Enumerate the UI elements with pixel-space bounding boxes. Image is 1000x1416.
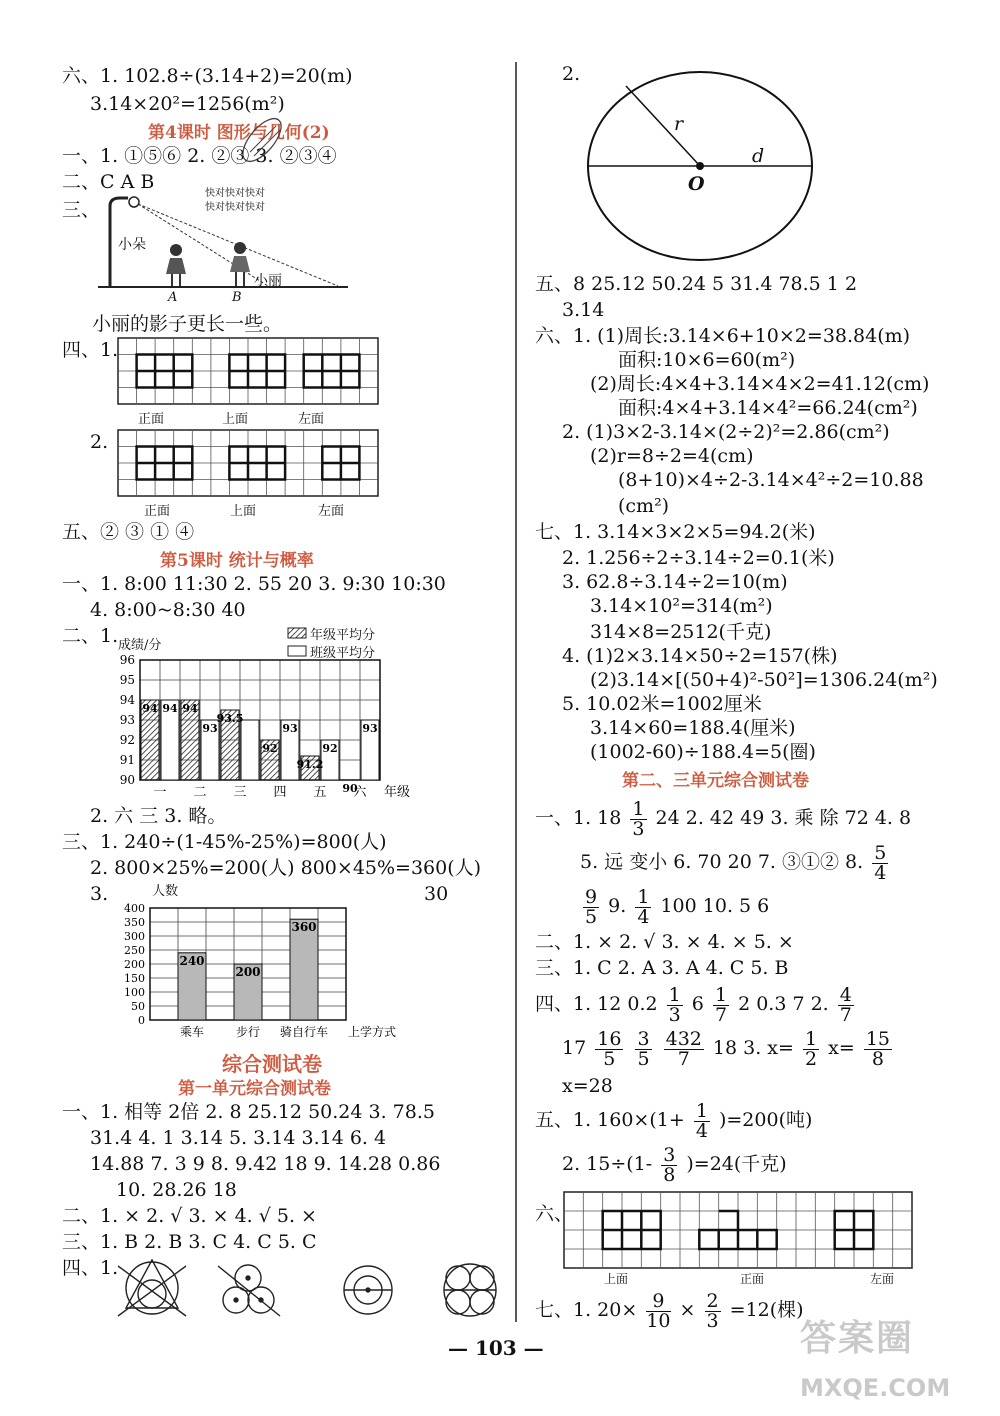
right-q7-3c: 314×8=2512(千克) xyxy=(590,621,772,643)
lesson4-q5: 五、② ③ ① ④ xyxy=(62,521,195,543)
y-tick-label: 95 xyxy=(119,673,135,687)
data-label: 200 xyxy=(235,965,261,979)
unit1-q1b: 31.4 4. 1 3.14 5. 3.14 3.14 6. 4 xyxy=(90,1127,387,1149)
x-tick-label: 骑自行车 xyxy=(279,1025,329,1039)
y-tick-label: 350 xyxy=(124,916,145,929)
y-tick-label: 91 xyxy=(119,753,135,767)
right-q5a: 五、8 25.12 50.24 5 31.4 78.5 1 2 xyxy=(535,273,858,295)
lesson5-q3b: 2. 800×25%=200(人) 800×45%=360(人) xyxy=(90,857,482,879)
unit23-q2: 二、1. × 2. √ 3. × 4. × 5. × xyxy=(535,931,794,953)
views-1-label-front: 正面 xyxy=(138,412,165,427)
right-q6-1a: 六、1. (1)周长:3.14×6+10×2=38.84(m) xyxy=(535,325,911,347)
fraction: $\frac{3}{8}$ xyxy=(663,1143,676,1186)
scene-note-1: 快对快对快对 xyxy=(205,188,265,199)
legend-label-class: 班级平均分 xyxy=(310,646,376,661)
right-q7-3b: 3.14×10²=314(m²) xyxy=(590,595,773,617)
scene-label-xiaoduo: 小朵 xyxy=(118,237,146,253)
right-q6-2b: (2)r=8÷2=4(cm) xyxy=(590,445,754,467)
section-title-lesson5: 第5课时 统计与概率 xyxy=(160,551,314,571)
scene-label-xiaoli: 小丽 xyxy=(254,273,282,289)
unit23-q7-1: 七、1. 20× $\frac{9}{10}$ × $\frac{2}{3}$ =12(棵) xyxy=(535,1289,804,1332)
circle-label-r: r xyxy=(674,113,684,135)
y-tick-label: 96 xyxy=(119,653,135,667)
x-tick-label: 六 xyxy=(353,785,367,800)
right-q7-5c: (1002-60)÷188.4=5(圈) xyxy=(590,741,816,763)
right-q7-4b: (2)3.14×[(50+4)²-50²]=1306.24(m²) xyxy=(590,669,938,691)
fraction: $\frac{1}{3}$ xyxy=(632,797,645,840)
data-label: 360 xyxy=(291,920,317,935)
fraction: $\frac{1}{7}$ xyxy=(714,983,728,1026)
x-tick-label: 乘车 xyxy=(179,1025,205,1039)
legend-swatch-grade xyxy=(288,628,306,638)
lesson4-q4-2-label: 2. xyxy=(90,431,109,453)
data-label: 92 xyxy=(322,742,338,755)
right-q2-label: 2. xyxy=(562,63,581,85)
unit23-q3: 三、1. C 2. A 3. A 4. C 5. B xyxy=(535,957,789,979)
chart1-ylabel: 成绩/分 xyxy=(118,638,162,653)
x-tick-label: 步行 xyxy=(235,1025,261,1039)
data-label: 93 xyxy=(362,722,378,735)
x-tick-label: 三 xyxy=(233,785,247,800)
lesson4-q2: 二、C A B xyxy=(62,171,155,193)
unit23-q5-2: 2. 15÷(1- $\frac{3}{8}$ )=24(千克) xyxy=(562,1143,787,1186)
left-line-2: 3.14×20²=1256(m²) xyxy=(90,93,285,115)
y-tick-label: 250 xyxy=(124,944,145,957)
views-2-label-top: 上面 xyxy=(230,504,257,519)
right-q6-1c: (2)周长:4×4+3.14×4×2=41.12(cm) xyxy=(590,373,930,395)
views-3-label-top: 上面 xyxy=(604,1272,629,1286)
right-q7-2: 2. 1.256÷2÷3.14÷2=0.1(米) xyxy=(562,547,835,569)
lesson5-q3a: 三、1. 240÷(1-45%-25%)=800(人) xyxy=(62,831,387,853)
views-2-label-left: 左面 xyxy=(318,504,345,519)
legend-label-grade: 年级平均分 xyxy=(310,628,376,643)
circle-diagram xyxy=(586,70,816,266)
data-label: 93 xyxy=(282,722,298,735)
lesson5-q1a: 一、1. 8:00 11:30 2. 55 20 3. 9:30 10:30 xyxy=(62,573,446,595)
right-q7-5b: 3.14×60=188.4(厘米) xyxy=(590,717,796,739)
watermark-logo: 答案圈 xyxy=(800,1317,915,1359)
bar-class-average xyxy=(241,720,259,780)
right-q6-1b: 面积:10×6=60(m²) xyxy=(618,349,796,371)
right-q7-4a: 4. (1)2×3.14×50÷2=157(株) xyxy=(562,645,838,667)
fraction: $\frac{432}{7}$ xyxy=(665,1027,702,1070)
views-3-label-left: 左面 xyxy=(870,1272,895,1286)
views-1-label-left: 左面 xyxy=(298,412,325,427)
geometry-figures xyxy=(118,1256,508,1322)
legend-swatch-class xyxy=(288,646,306,656)
unit23-q1a: 一、1. 18 $\frac{1}{3}$ 24 2. 42 49 3. 乘 除 72 4. 8 xyxy=(535,797,912,840)
left-line-1: 六、1. 102.8÷(3.14+2)=20(m) xyxy=(62,65,353,87)
concentric-circles-figure xyxy=(344,1266,392,1314)
fraction: $\frac{1}{4}$ xyxy=(637,885,650,928)
unit1-q1d: 10. 28.26 18 xyxy=(116,1179,237,1201)
right-q7-1: 七、1. 3.14×3×2×5=94.2(米) xyxy=(535,521,816,543)
views-grid-2 xyxy=(118,430,378,496)
page-number: — 103 — xyxy=(448,1336,544,1360)
views-2-label-front: 正面 xyxy=(144,504,171,519)
lesson5-q3c-extra: 30 xyxy=(424,883,449,905)
views-grid-1 xyxy=(118,338,378,406)
three-circles-figure xyxy=(218,1265,280,1316)
scene-note-2: 快对快对快对 xyxy=(205,202,265,213)
scene-point-b: B xyxy=(232,290,242,305)
fraction: $\frac{1}{2}$ xyxy=(805,1027,818,1070)
commute-bar-chart xyxy=(110,896,397,1039)
lesson4-q1: 一、1. ①⑤⑥ 2. ②③ 3. ②③④ xyxy=(62,145,337,167)
fraction: $\frac{5}{4}$ xyxy=(874,841,887,884)
y-tick-label: 50 xyxy=(131,1000,145,1013)
fraction: $\frac{9}{10}$ xyxy=(646,1289,671,1332)
y-tick-label: 0 xyxy=(138,1014,145,1027)
right-q6-2d: (cm²) xyxy=(618,495,670,517)
grades-bar-chart xyxy=(110,650,411,800)
lesson5-q1b: 4. 8:00~8:30 40 xyxy=(90,599,246,621)
girl-xiaoduo-figure xyxy=(166,244,186,286)
unit1-q2: 二、1. × 2. √ 3. × 4. √ 5. × xyxy=(62,1205,317,1227)
y-tick-label: 92 xyxy=(119,733,135,747)
fraction: $\frac{1}{3}$ xyxy=(668,983,681,1026)
unit23-test-title: 第二、三单元综合测试卷 xyxy=(622,771,809,791)
unit23-q5-1: 五、1. 160×(1+ $\frac{1}{4}$ )=200(吨) xyxy=(535,1099,813,1142)
data-label: 240 xyxy=(179,953,205,968)
bar-commute xyxy=(290,919,318,1020)
fraction: $\frac{4}{7}$ xyxy=(839,983,852,1026)
right-q7-5a: 5. 10.02米=1002厘米 xyxy=(562,693,762,715)
views-3-label-front: 正面 xyxy=(740,1272,765,1286)
fraction: $\frac{15}{8}$ xyxy=(865,1027,891,1070)
circle-label-o: O xyxy=(688,173,705,195)
y-tick-label: 300 xyxy=(124,930,145,943)
data-label: 94 xyxy=(142,702,158,715)
x-tick-label: 二 xyxy=(193,785,207,800)
views-grid-3 xyxy=(564,1192,912,1268)
unit23-q4c: x=28 xyxy=(562,1075,613,1097)
lesson4-q3-answer: 小丽的影子更长一些。 xyxy=(92,313,283,335)
unit23-q6-label: 六、 xyxy=(535,1203,574,1225)
views-1-label-top: 上面 xyxy=(222,412,249,427)
unit23-q1b: 5. 远 变小 6. 70 20 7. ③①② 8. $\frac{5}{4}$ xyxy=(580,841,887,884)
unit1-q1a: 一、1. 相等 2倍 2. 8 25.12 50.24 3. 78.5 xyxy=(62,1101,435,1123)
x-tick-label: 五 xyxy=(313,785,327,800)
right-q6-2a: 2. (1)3×2-3.14×(2÷2)²=2.86(cm²) xyxy=(562,421,890,443)
right-q6-1d: 面积:4×4+3.14×4²=66.24(cm²) xyxy=(618,397,918,419)
data-label: 94 xyxy=(162,702,178,715)
fraction: $\frac{9}{5}$ xyxy=(585,885,598,928)
unit23-q1c: $\frac{9}{5}$ 9. $\frac{1}{4}$ 100 10. 5 6 xyxy=(585,885,770,928)
column-divider xyxy=(514,62,518,1322)
lesson4-q3: 三、 xyxy=(62,199,101,221)
right-q5b: 3.14 xyxy=(562,299,605,321)
lesson4-q4-1-label: 四、1. xyxy=(62,339,119,361)
unit1-q1c: 14.88 7. 3 9 8. 9.42 18 9. 14.28 0.86 xyxy=(90,1153,441,1175)
data-label: 91.2 xyxy=(296,758,324,771)
lesson5-q3c-label: 3. xyxy=(90,883,109,905)
unit1-q3: 三、1. B 2. B 3. C 4. C 5. C xyxy=(62,1231,317,1253)
fraction: $\frac{16}{5}$ xyxy=(597,1027,622,1070)
scene-point-a: A xyxy=(168,290,178,305)
data-label: 94 xyxy=(182,702,198,715)
lesson5-q2-label: 二、1. xyxy=(62,625,119,647)
data-label: 90 xyxy=(342,782,358,795)
data-label: 93.5 xyxy=(216,712,244,725)
x-axis-label: 年级 xyxy=(384,785,411,800)
right-q6-2c: (8+10)×4÷2-3.14×4²÷2=10.88 xyxy=(618,469,924,491)
y-tick-label: 90 xyxy=(119,773,135,787)
y-tick-label: 93 xyxy=(119,713,135,727)
section-title-lesson4: 第4课时 图形与几何(2) xyxy=(148,123,330,143)
y-tick-label: 150 xyxy=(124,972,145,985)
circle-label-d: d xyxy=(752,145,765,167)
right-q7-3a: 3. 62.8÷3.14÷2=10(m) xyxy=(562,571,788,593)
comprehensive-test-title: 综合测试卷 xyxy=(222,1052,322,1076)
unit23-q4a: 四、1. 12 0.2 $\frac{1}{3}$ 6 $\frac{1}{7}$ 2 0.3 7 2. $\frac{4}{7}$ xyxy=(535,983,852,1026)
y-tick-label: 100 xyxy=(124,986,145,999)
triangle-in-circle-figure xyxy=(118,1260,186,1316)
chart2-ylabel: 人数 xyxy=(152,884,179,899)
unit1-test-title: 第一单元综合测试卷 xyxy=(178,1079,331,1099)
data-label: 92 xyxy=(262,742,278,755)
y-tick-label: 200 xyxy=(124,958,145,971)
x-tick-label: 四 xyxy=(273,785,287,800)
fraction: $\frac{2}{3}$ xyxy=(706,1289,719,1332)
flower-circles-figure xyxy=(444,1264,496,1316)
x-tick-label: 一 xyxy=(153,785,167,800)
fraction: $\frac{1}{4}$ xyxy=(695,1099,708,1142)
unit1-q4-label: 四、1. xyxy=(62,1257,119,1279)
y-tick-label: 400 xyxy=(124,902,145,915)
data-label: 93 xyxy=(202,722,218,735)
unit23-q4b: 17 $\frac{16}{5}$ $\frac{3}{5}$ $\frac{432}{7}$ 18 3. x= $\frac{1}{2}$ x= $\frac{15}{8}$ xyxy=(562,1027,891,1070)
y-tick-label: 94 xyxy=(119,693,135,707)
watermark-url: MXQE.COM xyxy=(800,1374,951,1402)
fraction: $\frac{3}{5}$ xyxy=(637,1027,650,1070)
lesson5-q2b: 2. 六 三 3. 略。 xyxy=(90,805,227,827)
x-axis-label: 上学方式 xyxy=(348,1025,397,1039)
